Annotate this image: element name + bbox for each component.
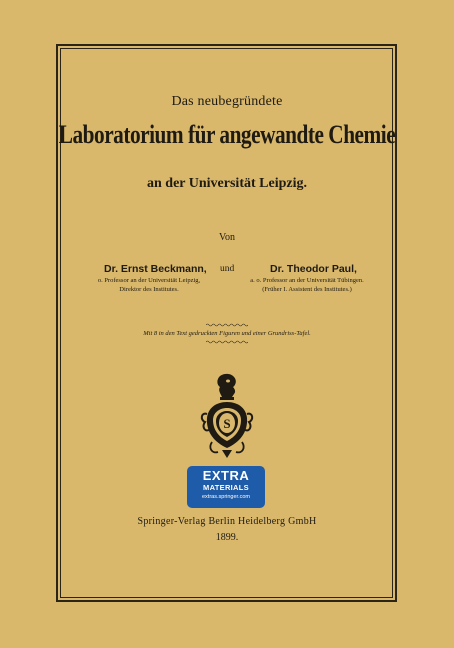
ornament-wave-top — [206, 323, 248, 327]
author-name-paul: Dr. Theodor Paul, — [270, 263, 357, 275]
and-label: und — [220, 264, 235, 274]
affiliation-line: o. Professor an der Universität Leipzig, — [97, 277, 201, 284]
ornament-wave-bottom — [206, 340, 248, 344]
svg-text:S: S — [223, 416, 231, 431]
affiliation-line: a. o. Professor an der Universität Tübingen. — [250, 277, 364, 284]
title-intro: Das neubegründete — [171, 94, 283, 109]
publication-year: 1899. — [215, 532, 239, 543]
book-title: Laboratorium für angewandte Chemie — [58, 120, 396, 149]
affiliation-line: Direktor des Institutes. — [119, 285, 179, 293]
springer-knight-emblem-icon — [198, 372, 256, 460]
author-affiliation-paul — [236, 277, 378, 294]
badge-title: EXTRA — [202, 468, 250, 483]
badge-url: extras.springer.com — [202, 494, 250, 500]
badge-subtitle: MATERIALS — [203, 483, 249, 492]
by-label: Von — [219, 232, 235, 243]
author-affiliation-beckmann — [84, 277, 214, 294]
extra-materials-badge[interactable] — [187, 466, 265, 508]
affiliation-line: (Früher I. Assistent des Institutes.) — [262, 285, 352, 293]
title-location: an der Universität Leipzig. — [147, 176, 307, 191]
figures-note: Mit 8 in den Text gedruckten Figuren und einer Grundriss-Tafel. — [143, 330, 311, 337]
publisher-line: Springer-Verlag Berlin Heidelberg GmbH — [137, 516, 317, 527]
author-name-beckmann: Dr. Ernst Beckmann, — [104, 263, 207, 275]
